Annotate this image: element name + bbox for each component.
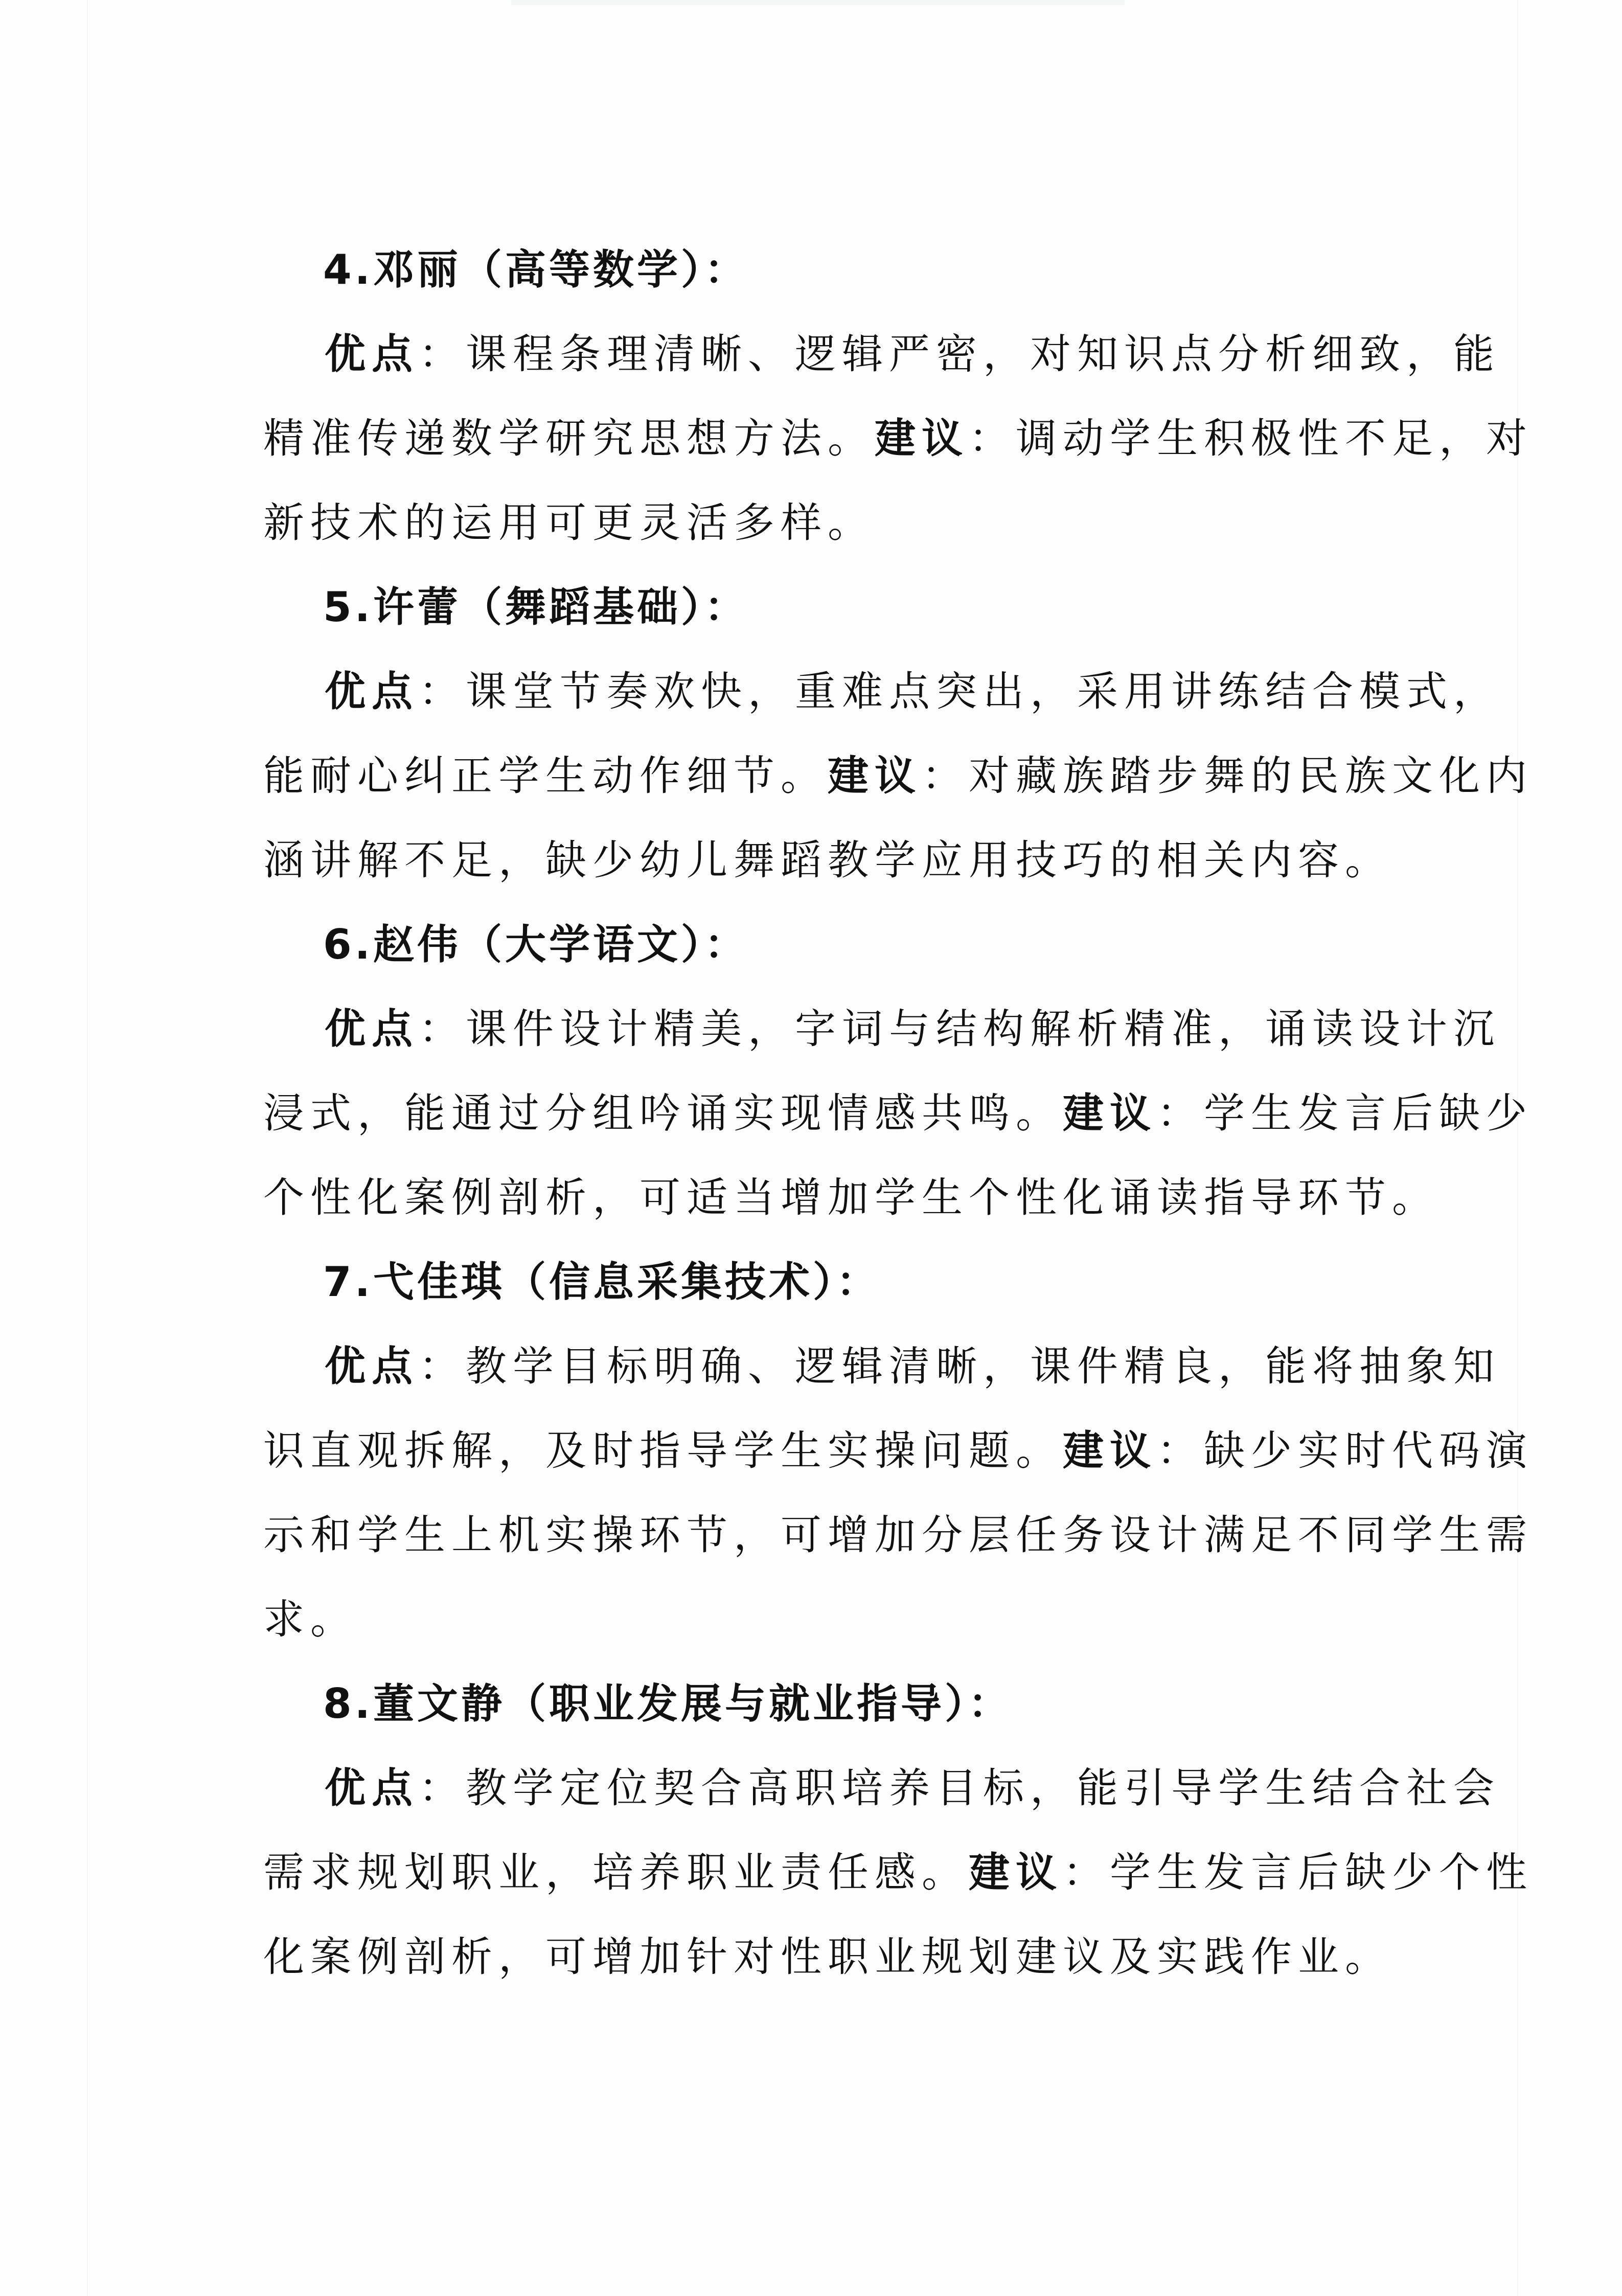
scan-artifact [511,0,1125,5]
section-heading: 6.赵伟（大学语文）： [323,921,749,968]
paragraph-line [263,1915,1511,1999]
line-text: 需求规划职业，培养职业责任感。 [263,1849,969,1896]
suggestion-label: 建议 [1063,1089,1157,1137]
paragraph-line [263,312,1511,396]
paragraph-line [263,481,1511,565]
paragraph-line [263,396,1533,481]
line-text: 能耐心纠正学生动作细节。 [263,752,828,800]
section-heading: 5.许蕾（舞蹈基础）： [323,583,749,631]
line-text: 识直观拆解，及时指导学生实操问题。 [263,1427,1063,1474]
paragraph-line [263,818,1511,902]
line-text: 化案例剖析，可增加针对性职业规划建议及实践作业。 [263,1933,1392,1981]
strengths-label: 优点 [325,668,419,715]
line-text: ：课程条理清晰、逻辑严密，对知识点分析细致，能 [419,330,1500,378]
paragraph-line [263,734,1533,818]
paragraph-line [263,1324,1511,1408]
line-text: 涵讲解不足，缺少幼儿舞蹈教学应用技巧的相关内容。 [263,836,1392,884]
line-text: 示和学生上机实操环节，可增加分层任务设计满足不同学生需 [263,1511,1533,1559]
line-text: ：学生发言后缺少个性 [1063,1849,1533,1896]
line-text: 浸式，能通过分组吟诵实现情感共鸣。 [263,1089,1063,1137]
line-text: 新技术的运用可更灵活多样。 [263,499,875,547]
suggestion-label: 建议 [828,752,922,800]
strengths-label: 优点 [325,1343,419,1390]
line-text: ：课堂节奏欢快，重难点突出，采用讲练结合模式， [419,668,1500,715]
line-text: ：缺少实时代码演 [1157,1427,1533,1474]
paragraph-line [263,1408,1533,1493]
paragraph-line [263,1746,1511,1830]
paragraph-line [263,1830,1533,1915]
strengths-label: 优点 [325,1005,419,1053]
section-heading: 7.弋佳琪（信息采集技术）： [323,1258,881,1306]
line-text: ：对藏族踏步舞的民族文化内 [922,752,1533,800]
line-text: 精准传递数学研究思想方法。 [263,415,875,462]
paragraph-line [263,1155,1511,1240]
line-text: ：课件设计精美，字词与结构解析精准，诵读设计沉 [419,1005,1500,1053]
line-text: 个性化案例剖析，可适当增加学生个性化诵读指导环节。 [263,1174,1439,1221]
page-edge-right [1517,0,1518,2296]
section-heading: 8.董文静（职业发展与就业指导）： [323,1680,1013,1727]
line-text: 求。 [263,1596,357,1643]
strengths-label: 优点 [325,330,419,378]
suggestion-label: 建议 [875,415,969,462]
paragraph-line [263,1493,1533,1577]
paragraph-line [263,649,1511,734]
page-edge-left [87,0,88,2296]
paragraph-line [263,1071,1533,1155]
strengths-label: 优点 [325,1764,419,1812]
section-heading: 4.邓丽（高等数学）： [323,246,749,293]
line-text: ：教学定位契合高职培养目标，能引导学生结合社会 [419,1764,1500,1812]
line-text: ：学生发言后缺少 [1157,1089,1533,1137]
paragraph-line [263,987,1511,1071]
line-text: ：调动学生积极性不足，对 [969,415,1533,462]
paragraph-line [263,1577,1511,1662]
document-body [263,228,1533,1999]
suggestion-label: 建议 [1063,1427,1157,1474]
line-text: ：教学目标明确、逻辑清晰，课件精良，能将抽象知 [419,1343,1500,1390]
suggestion-label: 建议 [969,1849,1063,1896]
